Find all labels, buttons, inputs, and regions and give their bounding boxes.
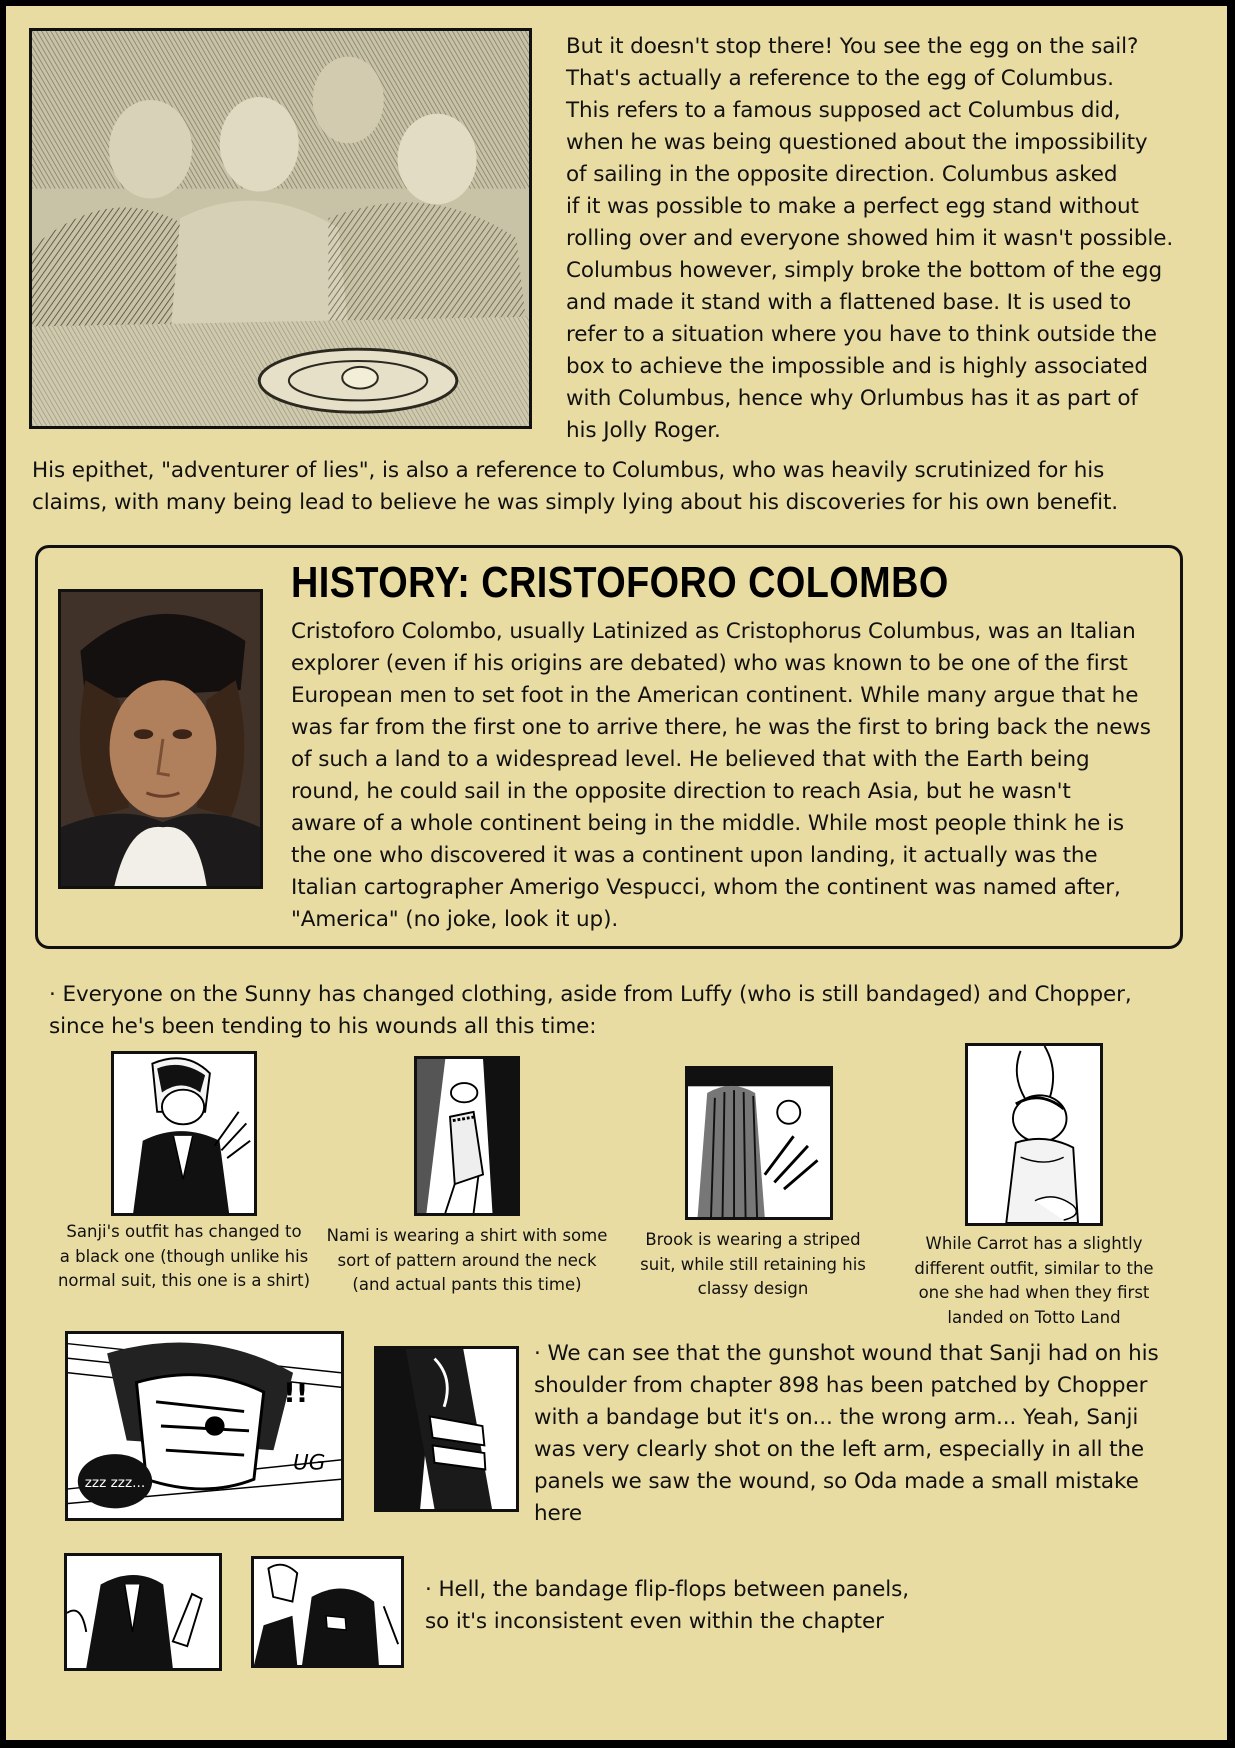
history-line: aware of a whole continent being in the middle. While most people think he is <box>291 811 1124 836</box>
paragraph-line: But it doesn't stop there! You see the egg on the sail? <box>566 34 1139 59</box>
flipflop-text <box>425 1574 1145 1638</box>
paragraph-line: This refers to a famous supposed act Columbus did, <box>566 98 1121 123</box>
paragraph-line: refer to a situation where you have to think outside the <box>566 322 1157 347</box>
sanji-outfit-panel <box>111 1051 257 1216</box>
paragraph-line: and made it stand with a flattened base. It is used to <box>566 290 1132 315</box>
caption-line: classy design <box>697 1279 809 1298</box>
bandage-line: was very clearly shot on the left arm, especially in all the <box>534 1437 1145 1462</box>
caption-line: one she had when they first <box>918 1283 1150 1302</box>
paragraph-line: rolling over and everyone showed him it wasn't possible. <box>566 226 1174 251</box>
caption-line: landed on Totto Land <box>947 1307 1121 1327</box>
history-line: of such a land to a widespread level. He believed that with the Earth being <box>291 747 1090 772</box>
sanji-sleeping-panel <box>65 1331 344 1521</box>
sfx-ug: UG <box>293 1450 326 1476</box>
caption-line: Sanji's outfit has changed to <box>66 1222 302 1241</box>
bandaged-arm-panel <box>374 1346 519 1512</box>
carrot-outfit-panel <box>965 1043 1103 1226</box>
caption-line: Nami is wearing a shirt with some <box>326 1226 608 1245</box>
history-title: HISTORY: CRISTOFORO COLOMBO <box>291 558 949 607</box>
paragraph-line: his Jolly Roger. <box>566 418 721 443</box>
carrot-caption <box>904 1232 1164 1330</box>
history-line: Italian cartographer Amerigo Vespucci, whom the continent was named after, <box>291 875 1121 900</box>
page <box>6 6 1227 1740</box>
history-line: Cristoforo Colombo, usually Latinized as Cristophorus Columbus, was an Italian <box>291 619 1136 644</box>
brook-caption <box>618 1228 888 1302</box>
brook-outfit-panel <box>685 1066 833 1220</box>
bandage-line: here <box>534 1501 583 1526</box>
bandage-line: · We can see that the gunshot wound that Sanji had on his <box>534 1341 1159 1366</box>
nami-outfit-panel <box>414 1056 520 1216</box>
caption-line: Brook is wearing a striped <box>645 1230 861 1249</box>
paragraph-line: box to achieve the impossible and is highly associated <box>566 354 1148 379</box>
bandage-line: shoulder from chapter 898 has been patched by Chopper <box>534 1373 1148 1398</box>
sleep-bubble: zzz zzz... <box>84 1475 146 1491</box>
paragraph-line: That's actually a reference to the egg of Columbus. <box>566 66 1114 91</box>
caption-line: a black one (though unlike his <box>59 1246 309 1266</box>
history-line: explorer (even if his origins are debated) who was known to be one of the first <box>291 651 1128 676</box>
bandage-line: with a bandage but it's on... the wrong arm... Yeah, Sanji <box>534 1405 1139 1430</box>
flipflop-panel-left <box>64 1553 222 1671</box>
epithet-paragraph <box>32 455 1222 519</box>
flipflop-line: so it's inconsistent even within the chapter <box>425 1609 884 1634</box>
columbus-egg-engraving <box>29 28 532 429</box>
bandage-text <box>534 1338 1224 1530</box>
paragraph-line: of sailing in the opposite direction. Columbus asked <box>566 162 1118 187</box>
caption-line: normal suit, this one is a shirt) <box>57 1271 311 1290</box>
paragraph-line: if it was possible to make a perfect egg stand without <box>566 194 1139 219</box>
egg-of-columbus-paragraph <box>566 31 1226 447</box>
svg-text:!!: !! <box>283 1377 309 1409</box>
nami-caption <box>317 1224 617 1298</box>
history-line: "America" (no joke, look it up). <box>291 907 619 932</box>
intro-line: · Everyone on the Sunny has changed clothing, aside from Luffy (who is still bandaged) and Chopper, <box>49 982 1132 1007</box>
flipflop-panel-right <box>251 1556 404 1668</box>
history-body <box>291 616 1181 936</box>
clothing-intro <box>49 979 1229 1043</box>
paragraph-line: with Columbus, hence why Orlumbus has it as part of <box>566 386 1138 411</box>
flipflop-line: · Hell, the bandage flip-flops between panels, <box>425 1577 909 1602</box>
caption-line: While Carrot has a slightly <box>925 1234 1143 1253</box>
caption-line: different outfit, similar to the <box>914 1258 1154 1278</box>
paragraph-line: Columbus however, simply broke the bottom of the egg <box>566 258 1162 283</box>
caption-line: suit, while still retaining his <box>640 1254 866 1274</box>
columbus-portrait <box>58 589 263 889</box>
history-line: the one who discovered it was a continent upon landing, it actually was the <box>291 843 1098 868</box>
history-line: European men to set foot in the American continent. While many argue that he <box>291 683 1139 708</box>
caption-line: (and actual pants this time) <box>352 1275 582 1294</box>
bandage-line: panels we saw the wound, so Oda made a small mistake <box>534 1469 1139 1494</box>
paragraph-line: His epithet, "adventurer of lies", is also a reference to Columbus, who was heavily scrutinized for his <box>32 458 1105 483</box>
paragraph-line: claims, with many being lead to believe he was simply lying about his discoveries for his own benefit. <box>32 490 1119 515</box>
intro-line: since he's been tending to his wounds all this time: <box>49 1014 597 1039</box>
paragraph-line: when he was being questioned about the impossibility <box>566 130 1148 155</box>
history-line: was far from the first one to arrive there, he was the first to bring back the news <box>291 715 1151 740</box>
caption-line: sort of pattern around the neck <box>337 1250 597 1270</box>
history-line: round, he could sail in the opposite direction to reach Asia, but he wasn't <box>291 779 1071 804</box>
sanji-caption <box>44 1220 324 1294</box>
